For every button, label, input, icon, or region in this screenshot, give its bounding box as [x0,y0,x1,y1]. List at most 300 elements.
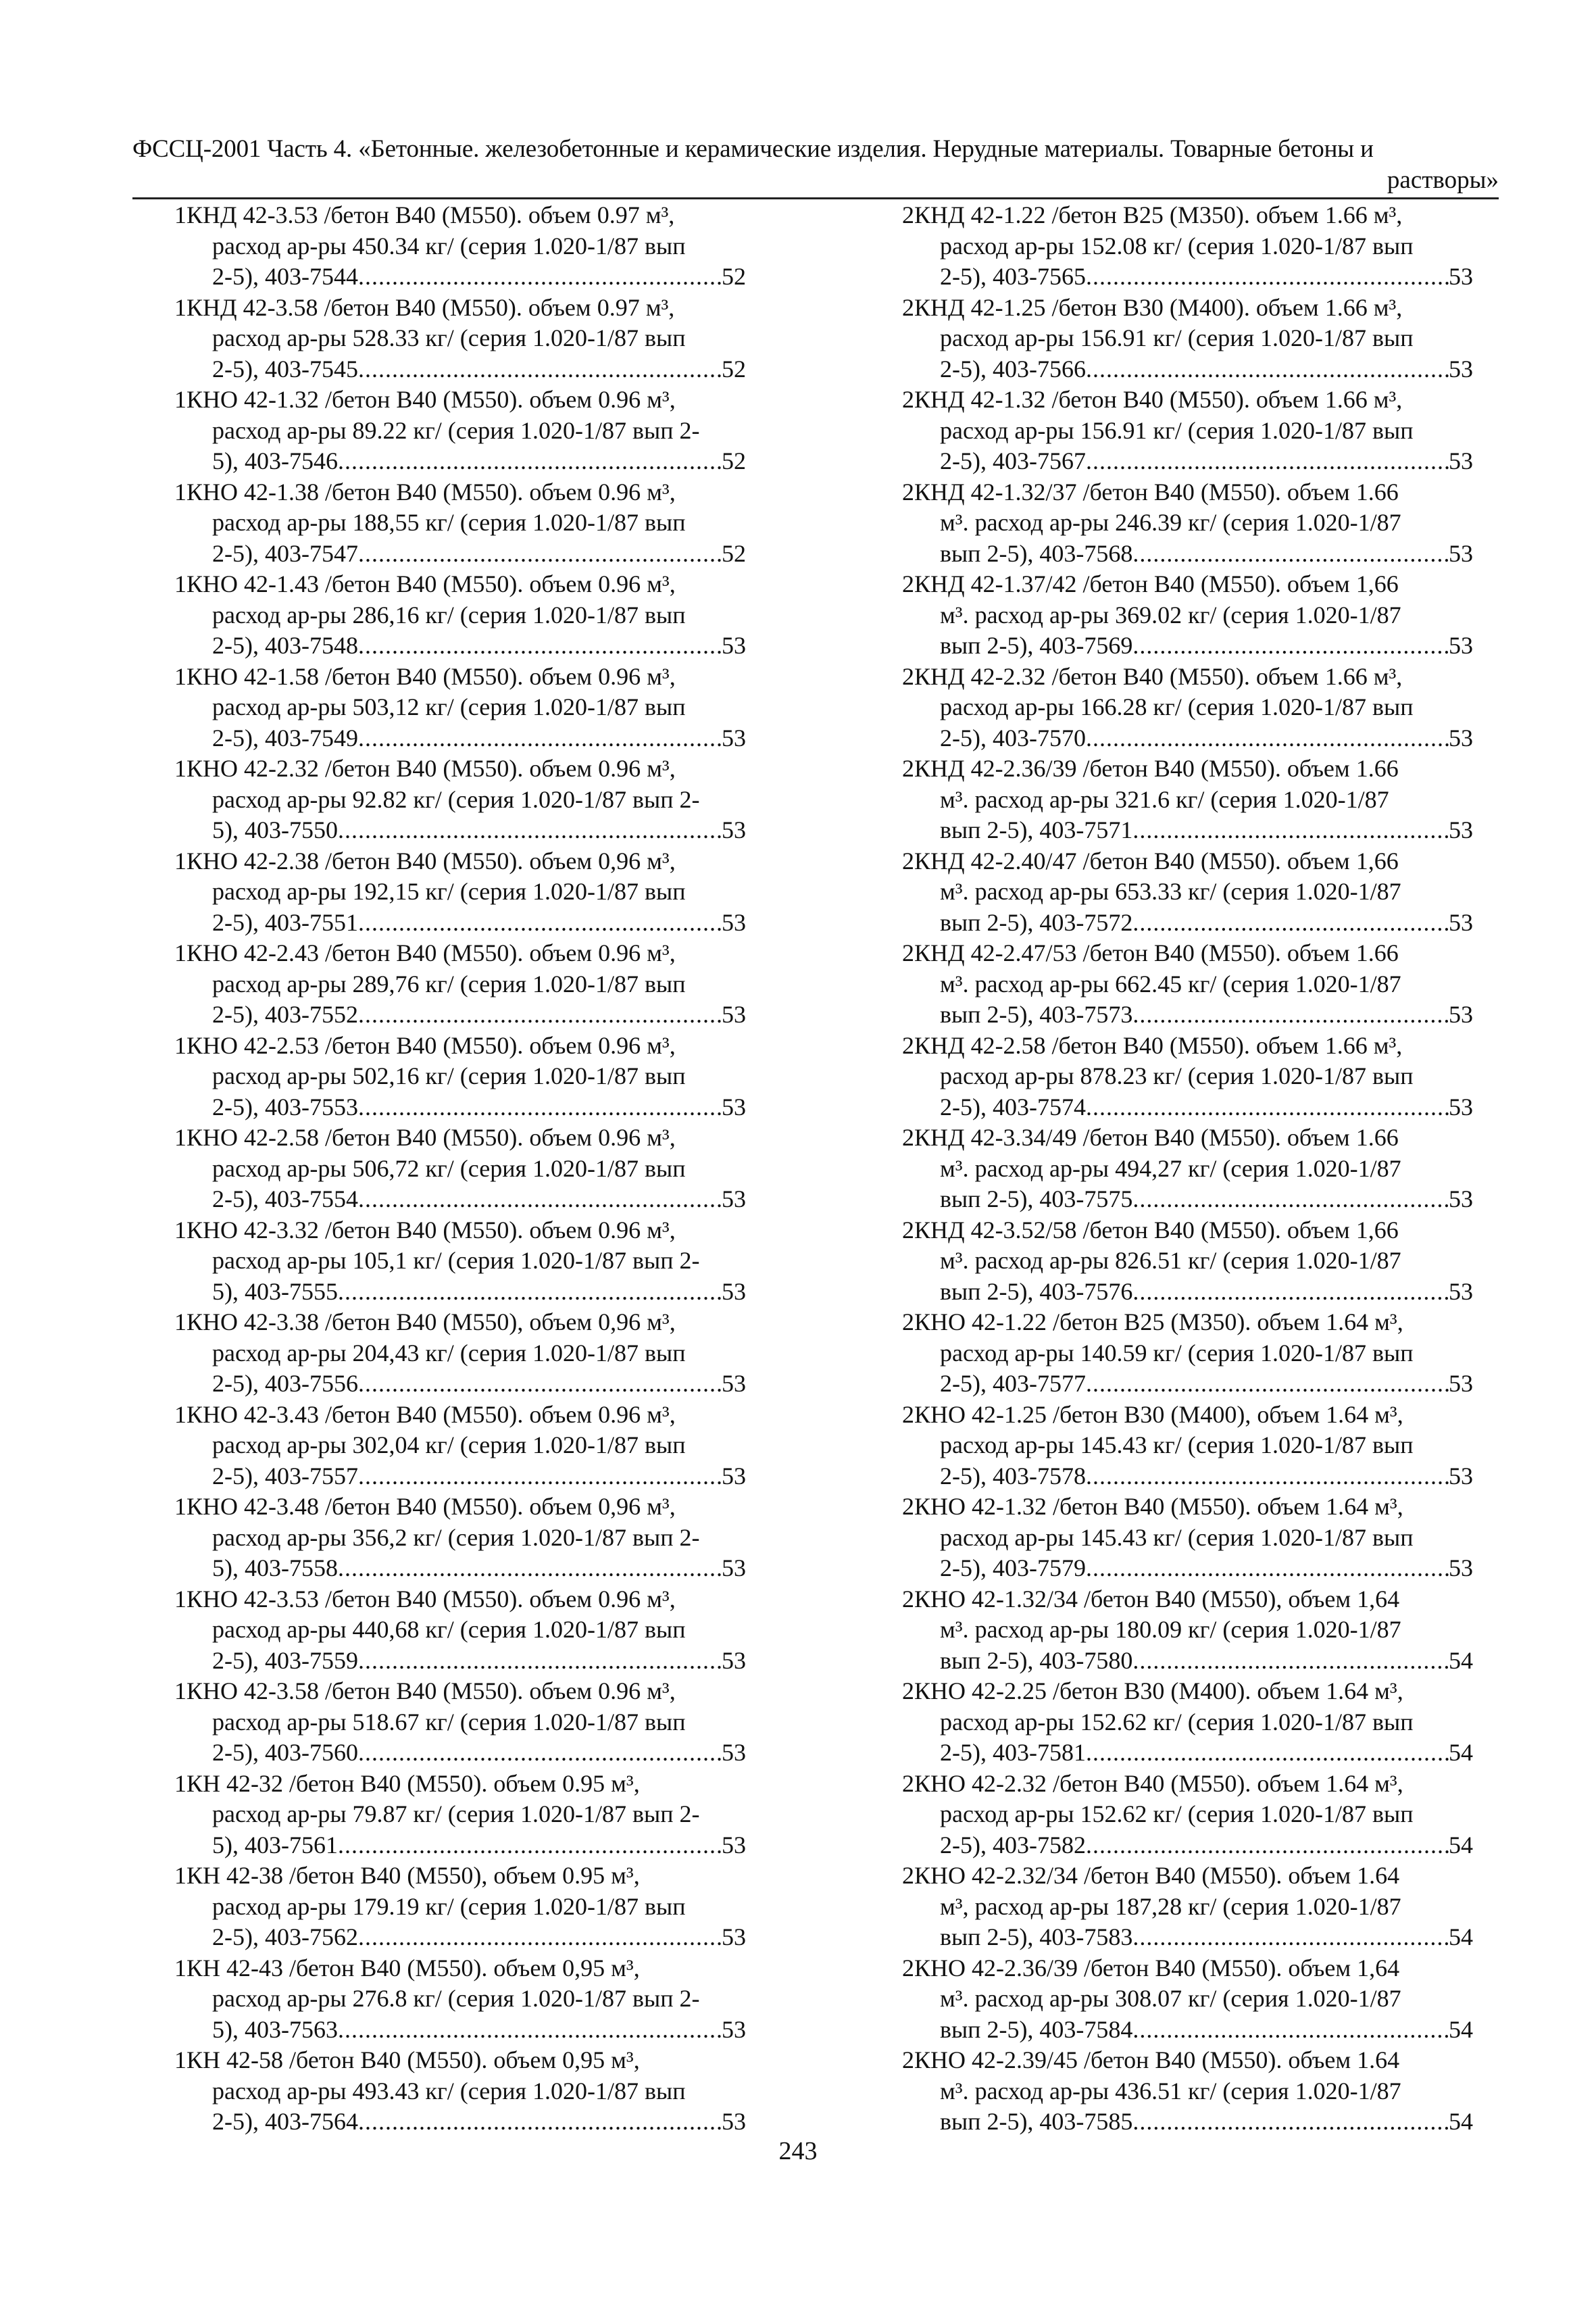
entry-code: 5), 403-7563 [212,2015,338,2043]
entry-page-number: 53 [1449,724,1473,752]
dot-leader [1086,1738,1449,1769]
entry-page-number: 53 [1449,1554,1473,1581]
entry-page-number: 53 [1449,1462,1473,1490]
entry-title: 1КНО 42-2.53 /бетон В40 (М550). объем 0.96 м³, [174,1031,676,1059]
dot-leader [358,1922,722,1953]
entry-details: м³. расход ар-ры 369.02 кг/ (серия 1.020-1/87 [940,601,1401,629]
entry-page-number: 52 [722,355,746,383]
dot-leader [358,1369,722,1400]
entry-code-line [174,815,746,846]
dot-leader [338,815,722,846]
entry-code: 5), 403-7546 [212,447,338,474]
entry-details: расход ар-ры 192,15 кг/ (серия 1.020-1/87 вып [212,878,686,905]
dot-leader [358,354,722,385]
entry-code: 2-5), 403-7553 [212,1093,358,1121]
dot-leader [1086,1369,1449,1400]
index-entry [174,1400,746,1492]
entry-page-number: 53 [1449,1001,1473,1028]
entry-code-line [174,1184,746,1215]
entry-details: м³. расход ар-ры 662.45 кг/ (серия 1.020-1/87 [940,970,1401,998]
entry-details: расход ар-ры 145.43 кг/ (серия 1.020-1/87 вып [940,1431,1414,1458]
dot-leader [358,1461,722,1492]
entry-details: расход ар-ры 152.62 кг/ (серия 1.020-1/87 вып [940,1708,1414,1736]
entry-page-number: 53 [722,908,746,936]
index-entry [902,1769,1473,1861]
entry-code-line [902,1000,1473,1031]
entry-details: расход ар-ры 878.23 кг/ (серия 1.020-1/87 вып [940,1062,1414,1089]
dot-leader [1132,1646,1449,1677]
entry-title: 1КНО 42-2.58 /бетон В40 (М550). объем 0.96 м³, [174,1124,676,1151]
entry-code-line [902,1461,1473,1492]
entry-code: 2-5), 403-7554 [212,1185,358,1212]
entry-title: 1КН 42-58 /бетон В40 (М550). объем 0,95 м³, [174,2046,640,2073]
entry-code-line [174,1092,746,1123]
entry-details: расход ар-ры 145.43 кг/ (серия 1.020-1/87 вып [940,1523,1414,1551]
entry-details: расход ар-ры 79.87 кг/ (серия 1.020-1/87 вып 2- [212,1800,700,1827]
index-entry [174,754,746,846]
entry-page-number: 54 [1449,1923,1473,1950]
entry-code: 2-5), 403-7566 [940,355,1086,383]
entry-code-line [174,1369,746,1400]
dot-leader [1132,2015,1449,2046]
entry-code: 5), 403-7550 [212,816,338,843]
entry-code: 2-5), 403-7581 [940,1739,1086,1766]
entry-details: м³. расход ар-ры 653.33 кг/ (серия 1.020-1/87 [940,878,1401,905]
entry-title: 2КНО 42-2.32 /бетон В40 (М550). объем 1.64 м³, [902,1769,1403,1797]
dot-leader [358,723,722,754]
entry-page-number: 54 [1449,2108,1473,2135]
entry-page-number: 52 [722,263,746,290]
entry-code-line [902,446,1473,477]
entry-details: м³, расход ар-ры 187,28 кг/ (серия 1.020-1/87 [940,1892,1401,1920]
entry-title: 1КНО 42-2.43 /бетон В40 (М550). объем 0.96 м³, [174,939,676,966]
dot-leader [338,1830,722,1861]
entry-title: 2КНД 42-2.58 /бетон В40 (М550). объем 1.66 м³, [902,1031,1403,1059]
header-title-line-2: растворы» [1387,166,1499,194]
dot-leader [358,1000,722,1031]
entry-details: расход ар-ры 89.22 кг/ (серия 1.020-1/87 вып 2- [212,416,700,444]
entry-page-number: 53 [1449,632,1473,659]
index-entry [902,846,1473,939]
entry-code-line [174,1830,746,1861]
header-title-line-1: ФССЦ-2001 Часть 4. «Бетонные. железобетонные и керамические изделия. Нерудные материалы. Товарные бетоны и [132,135,1374,163]
entry-details: расход ар-ры 302,04 кг/ (серия 1.020-1/87 вып [212,1431,686,1458]
index-entry [902,1031,1473,1123]
dot-leader [358,1184,722,1215]
entry-code: вып 2-5), 403-7576 [940,1277,1133,1305]
entry-details: расход ар-ры 179.19 кг/ (серия 1.020-1/87 вып [212,1892,686,1920]
dot-leader [338,1277,722,1308]
entry-page-number: 53 [722,724,746,752]
entry-code: 2-5), 403-7544 [212,263,358,290]
entry-code: вып 2-5), 403-7585 [940,2108,1133,2135]
entry-page-number: 53 [722,1001,746,1028]
index-entry [174,1123,746,1215]
entry-code: 2-5), 403-7578 [940,1462,1086,1490]
entry-page-number: 54 [1449,2015,1473,2043]
entry-details: расход ар-ры 204,43 кг/ (серия 1.020-1/87 вып [212,1339,686,1367]
entry-code-line [174,908,746,939]
index-entry [902,1123,1473,1215]
entry-code-line [174,2015,746,2046]
entry-page-number: 53 [722,2015,746,2043]
entry-title: 1КН 42-43 /бетон В40 (М550). объем 0,95 м³, [174,1954,640,1981]
entry-code-line [902,815,1473,846]
entry-title: 2КНО 42-2.36/39 /бетон В40 (М550). объем 1,64 [902,1954,1400,1981]
header-rule [132,197,1499,199]
dot-leader [1086,1830,1449,1861]
index-entry [174,569,746,662]
entry-page-number: 53 [722,1923,746,1950]
entry-code-line [174,262,746,293]
entry-code-line [174,1277,746,1308]
entry-code-line [902,2107,1473,2138]
entry-code: вып 2-5), 403-7572 [940,908,1133,936]
entry-page-number: 53 [1449,908,1473,936]
entry-page-number: 53 [1449,1093,1473,1121]
index-entry [174,846,746,939]
index-entry [174,1584,746,1677]
dot-leader [358,1738,722,1769]
entry-title: 2КНО 42-1.32 /бетон В40 (М550). объем 1.64 м³, [902,1493,1403,1520]
index-entry [902,1400,1473,1492]
dot-leader [338,2015,722,2046]
entry-code: вып 2-5), 403-7568 [940,539,1133,567]
left-column [174,200,746,2138]
entry-page-number: 53 [722,1646,746,1674]
entry-details: расход ар-ры 276.8 кг/ (серия 1.020-1/87 вып 2- [212,1985,700,2012]
entry-page-number: 53 [722,1554,746,1581]
entry-code: вып 2-5), 403-7573 [940,1001,1133,1028]
entry-code-line [902,1092,1473,1123]
index-entry [902,1584,1473,1677]
entry-title: 1КН 42-38 /бетон В40 (М550), объем 0.95 м³, [174,1862,640,1889]
entry-details: расход ар-ры 493.43 кг/ (серия 1.020-1/87 вып [212,2077,686,2104]
dot-leader [1132,1184,1449,1215]
entry-details: расход ар-ры 286,16 кг/ (серия 1.020-1/87 вып [212,601,686,629]
entry-title: 2КНД 42-3.34/49 /бетон В40 (М550). объем 1.66 [902,1124,1399,1151]
entry-details: расход ар-ры 528.33 кг/ (серия 1.020-1/87 вып [212,324,686,351]
page-header [132,134,1499,196]
entry-title: 2КНО 42-1.32/34 /бетон В40 (М550), объем 1,64 [902,1585,1400,1613]
entry-code-line [902,1646,1473,1677]
entry-title: 1КН 42-32 /бетон В40 (М550). объем 0.95 м³, [174,1769,640,1797]
entry-title: 1КНО 42-1.38 /бетон В40 (М550). объем 0.96 м³, [174,478,676,506]
entry-code: 2-5), 403-7582 [940,1831,1086,1858]
dot-leader [1132,1000,1449,1031]
dot-leader [1132,815,1449,846]
entry-code: 2-5), 403-7552 [212,1001,358,1028]
entry-details: м³. расход ар-ры 180.09 кг/ (серия 1.020-1/87 [940,1616,1401,1643]
entry-title: 1КНО 42-1.43 /бетон В40 (М550). объем 0.96 м³, [174,570,676,597]
index-entry [902,1861,1473,1953]
entry-title: 1КНО 42-3.53 /бетон В40 (М550). объем 0.96 м³, [174,1585,676,1613]
entry-details: расход ар-ры 152.62 кг/ (серия 1.020-1/87 вып [940,1800,1414,1827]
entry-details: расход ар-ры 503,12 кг/ (серия 1.020-1/87 вып [212,693,686,720]
entry-code: 5), 403-7561 [212,1831,338,1858]
entry-code-line [174,539,746,570]
entry-code: 2-5), 403-7551 [212,908,358,936]
dot-leader [358,539,722,570]
index-entry [174,200,746,293]
entry-details: расход ар-ры 502,16 кг/ (серия 1.020-1/87 вып [212,1062,686,1089]
entry-code: 2-5), 403-7549 [212,724,358,752]
entry-details: расход ар-ры 356,2 кг/ (серия 1.020-1/87 вып 2- [212,1523,700,1551]
entry-code-line [902,262,1473,293]
entry-details: м³. расход ар-ры 321.6 кг/ (серия 1.020-1/87 [940,785,1389,813]
entry-code: 5), 403-7558 [212,1554,338,1581]
dot-leader [338,1553,722,1584]
dot-leader [1086,1461,1449,1492]
entry-code: вып 2-5), 403-7580 [940,1646,1133,1674]
index-entry [902,293,1473,385]
right-column [902,200,1473,2138]
entry-page-number: 54 [1449,1646,1473,1674]
index-entry [174,2045,746,2138]
entry-title: 2КНД 42-2.40/47 /бетон В40 (М550). объем 1,66 [902,847,1399,875]
page-number: 243 [778,2137,818,2165]
entry-code-line [174,1461,746,1492]
entry-details: расход ар-ры 440,68 кг/ (серия 1.020-1/87 вып [212,1616,686,1643]
entry-title: 1КНО 42-2.38 /бетон В40 (М550). объем 0,96 м³, [174,847,676,875]
dot-leader [1086,446,1449,477]
dot-leader [1132,631,1449,662]
entry-code: 2-5), 403-7559 [212,1646,358,1674]
entry-code: 2-5), 403-7548 [212,632,358,659]
entry-page-number: 53 [1449,447,1473,474]
entry-code-line [902,1922,1473,1953]
entry-title: 2КНД 42-2.36/39 /бетон В40 (М550). объем 1.66 [902,755,1399,782]
entry-code-line [174,1553,746,1584]
index-entry [174,1031,746,1123]
entry-code: 2-5), 403-7547 [212,539,358,567]
entry-page-number: 53 [1449,263,1473,290]
entry-title: 1КНО 42-3.32 /бетон В40 (М550). объем 0.96 м³, [174,1216,676,1244]
entry-details: расход ар-ры 92.82 кг/ (серия 1.020-1/87 вып 2- [212,785,700,813]
entry-code: вып 2-5), 403-7575 [940,1185,1133,1212]
entry-page-number: 53 [722,1185,746,1212]
dot-leader [358,2107,722,2138]
entry-title: 2КНО 42-1.25 /бетон В30 (М400), объем 1.64 м³, [902,1400,1403,1428]
entry-code-line [902,723,1473,754]
index-entry [902,1492,1473,1584]
entry-page-number: 53 [1449,1185,1473,1212]
entry-title: 1КНО 42-2.32 /бетон В40 (М550). объем 0.96 м³, [174,755,676,782]
entry-page-number: 53 [722,1739,746,1766]
entry-code-line [902,1830,1473,1861]
index-entry [902,662,1473,754]
index-entry [174,477,746,570]
dot-leader [1086,1092,1449,1123]
entry-code: 2-5), 403-7556 [212,1370,358,1397]
index-entry [902,385,1473,477]
index-entry [174,662,746,754]
entry-code: вып 2-5), 403-7571 [940,816,1133,843]
index-entry [174,1953,746,2046]
entry-code-line [902,539,1473,570]
entry-page-number: 53 [722,1462,746,1490]
entry-code-line [902,1369,1473,1400]
entry-title: 1КНД 42-3.53 /бетон В40 (М550). объем 0.97 м³, [174,201,675,228]
entry-details: м³. расход ар-ры 436.51 кг/ (серия 1.020-1/87 [940,2077,1401,2104]
entry-page-number: 52 [722,539,746,567]
entry-details: расход ар-ры 289,76 кг/ (серия 1.020-1/87 вып [212,970,686,998]
entry-page-number: 53 [1449,816,1473,843]
entry-code-line [174,1000,746,1031]
index-entry [902,754,1473,846]
dot-leader [358,908,722,939]
entry-page-number: 53 [722,2108,746,2135]
entry-code-line [902,1553,1473,1584]
entry-title: 2КНО 42-1.22 /бетон В25 (М350). объем 1.64 м³, [902,1308,1403,1335]
entry-details: м³. расход ар-ры 308.07 кг/ (серия 1.020-1/87 [940,1985,1401,2012]
entry-code-line [174,1738,746,1769]
index-entry [902,2045,1473,2138]
index-entry [902,477,1473,570]
entry-code-line [174,2107,746,2138]
index-entry [902,1953,1473,2046]
entry-code: 2-5), 403-7574 [940,1093,1086,1121]
entry-details: расход ар-ры 152.08 кг/ (серия 1.020-1/87 вып [940,232,1414,260]
entry-page-number: 54 [1449,1831,1473,1858]
entry-page-number: 52 [722,447,746,474]
entry-title: 2КНО 42-2.32/34 /бетон В40 (М550). объем 1.64 [902,1862,1400,1889]
entry-details: расход ар-ры 166.28 кг/ (серия 1.020-1/87 вып [940,693,1414,720]
entry-page-number: 53 [722,1277,746,1305]
entry-details: расход ар-ры 156.91 кг/ (серия 1.020-1/87 вып [940,324,1414,351]
entry-title: 1КНО 42-3.38 /бетон В40 (М550), объем 0,96 м³, [174,1308,676,1335]
dot-leader [1086,354,1449,385]
index-entry [902,569,1473,662]
entry-code: 5), 403-7555 [212,1277,338,1305]
entry-code: 2-5), 403-7562 [212,1923,358,1950]
entry-code-line [174,631,746,662]
entry-code-line [902,2015,1473,2046]
entry-details: м³. расход ар-ры 494,27 кг/ (серия 1.020-1/87 [940,1154,1401,1182]
entry-title: 2КНД 42-1.32/37 /бетон В40 (М550). объем 1.66 [902,478,1399,506]
entry-code-line [174,1922,746,1953]
entry-code-line [902,1277,1473,1308]
entry-code: 2-5), 403-7545 [212,355,358,383]
entry-title: 1КНО 42-3.48 /бетон В40 (М550). объем 0,96 м³, [174,1493,676,1520]
entry-code-line [902,908,1473,939]
entry-code-line [902,631,1473,662]
entry-code: 2-5), 403-7579 [940,1554,1086,1581]
entry-title: 2КНД 42-1.37/42 /бетон В40 (М550). объем 1,66 [902,570,1399,597]
dot-leader [1132,1922,1449,1953]
entry-code-line [902,354,1473,385]
entry-code: 2-5), 403-7557 [212,1462,358,1490]
entry-code-line [902,1184,1473,1215]
entry-title: 2КНО 42-2.25 /бетон В30 (М400). объем 1.64 м³, [902,1677,1403,1704]
entry-code: вып 2-5), 403-7569 [940,632,1133,659]
index-entry [902,1307,1473,1400]
index-entry [174,293,746,385]
entry-code-line [174,1646,746,1677]
entry-code: 2-5), 403-7570 [940,724,1086,752]
index-entry [902,200,1473,293]
entry-title: 2КНО 42-2.39/45 /бетон В40 (М550). объем 1.64 [902,2046,1400,2073]
entry-code: 2-5), 403-7564 [212,2108,358,2135]
index-entry [174,1307,746,1400]
entry-title: 1КНО 42-3.58 /бетон В40 (М550). объем 0.96 м³, [174,1677,676,1704]
entry-code: вып 2-5), 403-7583 [940,1923,1133,1950]
index-entry [174,1861,746,1953]
entry-details: расход ар-ры 140.59 кг/ (серия 1.020-1/87 вып [940,1339,1414,1367]
entry-page-number: 53 [1449,1277,1473,1305]
entry-title: 1КНД 42-3.58 /бетон В40 (М550). объем 0.97 м³, [174,293,675,321]
index-entry [902,1215,1473,1308]
dot-leader [358,631,722,662]
entry-title: 1КНО 42-1.32 /бетон В40 (М550). объем 0.96 м³, [174,386,676,413]
entry-title: 2КНД 42-1.22 /бетон В25 (М350). объем 1.66 м³, [902,201,1403,228]
dot-leader [338,446,722,477]
entry-title: 2КНД 42-2.47/53 /бетон В40 (М550). объем 1.66 [902,939,1399,966]
index-entry [174,385,746,477]
index-entry [902,938,1473,1031]
entry-title: 2КНД 42-1.32 /бетон В40 (М550). объем 1.66 м³, [902,386,1403,413]
entry-details: расход ар-ры 105,1 кг/ (серия 1.020-1/87 вып 2- [212,1247,700,1274]
entry-page-number: 53 [722,1831,746,1858]
entry-details: расход ар-ры 450.34 кг/ (серия 1.020-1/87 вып [212,232,686,260]
entry-page-number: 53 [1449,539,1473,567]
index-entry [174,1676,746,1769]
entry-details: расход ар-ры 506,72 кг/ (серия 1.020-1/87 вып [212,1154,686,1182]
entry-details: расход ар-ры 156.91 кг/ (серия 1.020-1/87 вып [940,416,1414,444]
entry-code: 2-5), 403-7565 [940,263,1086,290]
entry-page-number: 54 [1449,1739,1473,1766]
dot-leader [1132,2107,1449,2138]
entry-page-number: 53 [722,816,746,843]
entry-title: 2КНД 42-1.25 /бетон В30 (М400). объем 1.66 м³, [902,293,1403,321]
index-entry [174,1769,746,1861]
index-entry [174,1492,746,1584]
entry-code: вып 2-5), 403-7584 [940,2015,1133,2043]
entry-page-number: 53 [1449,355,1473,383]
entry-page-number: 53 [722,632,746,659]
dot-leader [1086,1553,1449,1584]
entry-details: м³. расход ар-ры 826.51 кг/ (серия 1.020-1/87 [940,1247,1401,1274]
entry-code-line [174,354,746,385]
entry-code: 2-5), 403-7567 [940,447,1086,474]
entry-title: 1КНО 42-3.43 /бетон В40 (М550). объем 0.96 м³, [174,1400,676,1428]
index-entry [174,938,746,1031]
entry-code-line [174,723,746,754]
entry-code: 2-5), 403-7577 [940,1370,1086,1397]
entry-page-number: 53 [1449,1370,1473,1397]
dot-leader [1132,1277,1449,1308]
entry-code-line [902,1738,1473,1769]
entry-details: расход ар-ры 188,55 кг/ (серия 1.020-1/87 вып [212,509,686,536]
index-entry [174,1215,746,1308]
entry-title: 2КНД 42-3.52/58 /бетон В40 (М550). объем 1,66 [902,1216,1399,1244]
entry-code-line [174,446,746,477]
dot-leader [1086,723,1449,754]
entry-title: 2КНД 42-2.32 /бетон В40 (М550). объем 1.66 м³, [902,662,1403,690]
entry-details: м³. расход ар-ры 246.39 кг/ (серия 1.020-1/87 [940,509,1401,536]
entry-title: 1КНО 42-1.58 /бетон В40 (М550). объем 0.96 м³, [174,662,676,690]
dot-leader [1132,539,1449,570]
dot-leader [358,1646,722,1677]
entry-page-number: 53 [722,1093,746,1121]
entry-page-number: 53 [722,1370,746,1397]
dot-leader [358,262,722,293]
dot-leader [358,1092,722,1123]
entry-details: расход ар-ры 518.67 кг/ (серия 1.020-1/87 вып [212,1708,686,1736]
index-entry [902,1676,1473,1769]
dot-leader [1132,908,1449,939]
entry-code: 2-5), 403-7560 [212,1739,358,1766]
